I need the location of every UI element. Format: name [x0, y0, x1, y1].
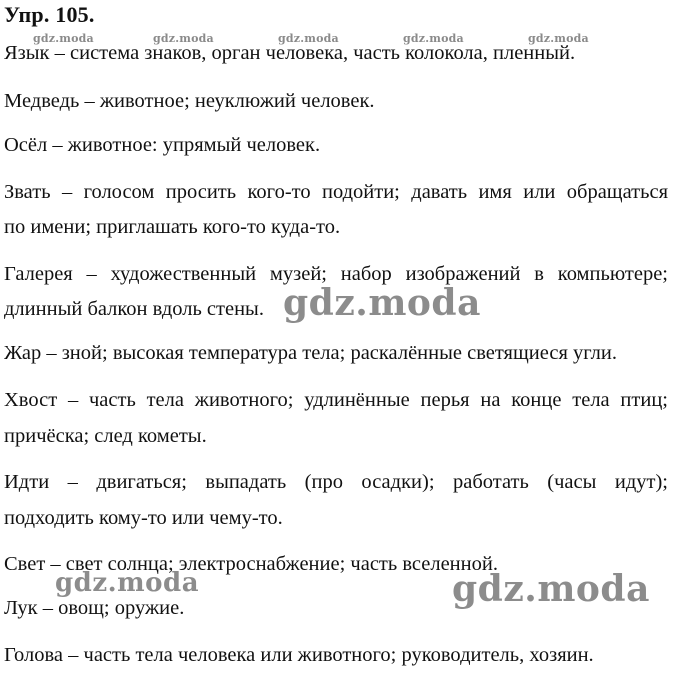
exercise-title: Упр. 105.	[4, 2, 95, 27]
text-line: Медведь – животное; неуклюжий человек.	[4, 90, 375, 112]
text-line: Хвост – часть тела животного; удлинённые перья на конце тела птиц;	[4, 389, 668, 411]
text-line: Осёл – животное: упрямый человек.	[4, 134, 321, 156]
watermark-small: gdz.moda	[528, 32, 589, 45]
text-line: Жар – зной; высокая температура тела; раскалённые светящиеся угли.	[4, 342, 617, 364]
watermark-large: gdz.moda	[452, 568, 650, 610]
watermark-small: gdz.moda	[33, 32, 94, 45]
text-line: длинный балкон вдоль стены.	[4, 298, 264, 320]
text-line: Голова – часть тела человека или животного; руководитель, хозяин.	[4, 644, 594, 666]
text-line: Язык – система знаков, орган человека, часть колокола, пленный.	[4, 42, 576, 64]
watermark-large: gdz.moda	[55, 568, 200, 598]
text-line: Галерея – художественный музей; набор изображений в компьютере;	[4, 263, 668, 285]
text-line: подходить кому-то или чему-то.	[4, 507, 283, 529]
watermark-small: gdz.moda	[278, 32, 339, 45]
watermark-small: gdz.moda	[153, 32, 214, 45]
text-line: Лук – овощ; оружие.	[4, 597, 185, 619]
text-line: Свет – свет солнца; электроснабжение; часть вселенной.	[4, 553, 498, 575]
watermark-small: gdz.moda	[403, 32, 464, 45]
text-line: по имени; приглашать кого-то куда-то.	[4, 216, 341, 238]
text-line: Звать – голосом просить кого-то подойти; давать имя или обращаться	[4, 181, 668, 203]
text-line: причёска; след кометы.	[4, 425, 207, 447]
text-line: Идти – двигаться; выпадать (про осадки); работать (часы идут);	[4, 471, 668, 493]
watermark-large: gdz.moda	[283, 282, 481, 324]
